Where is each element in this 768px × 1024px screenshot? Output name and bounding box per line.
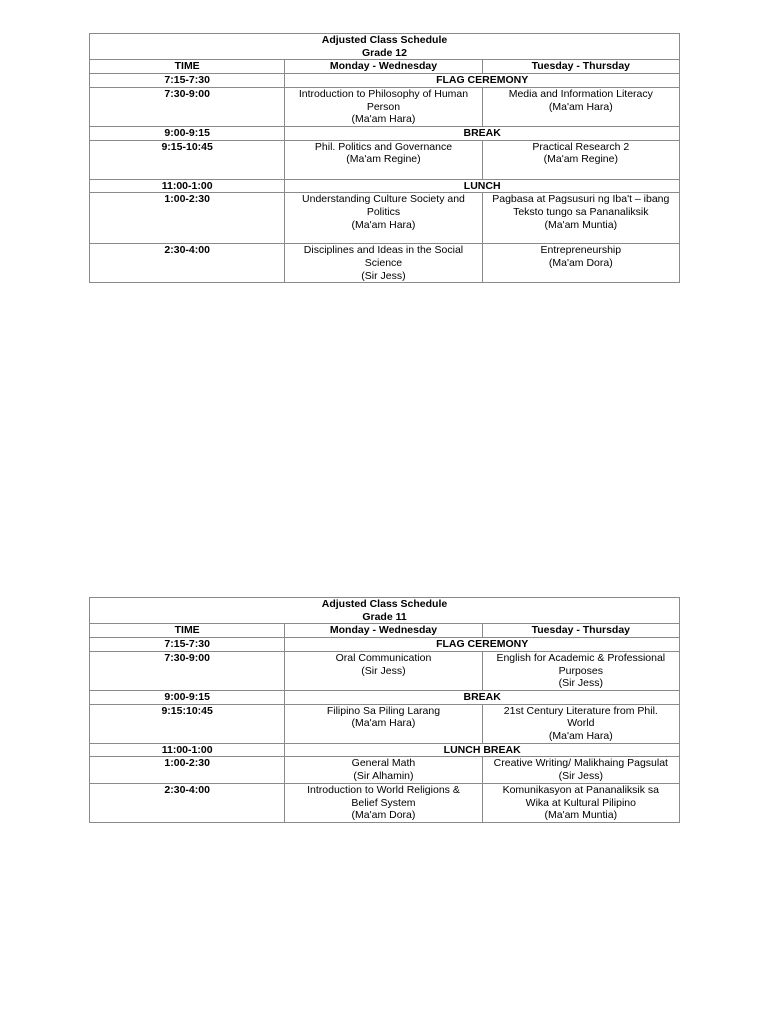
time-cell: 9:15:10:45 — [90, 704, 285, 743]
table-row — [90, 126, 680, 140]
table-row — [90, 783, 680, 822]
lunch-cell: LUNCH — [285, 179, 680, 193]
time-cell: 11:00-1:00 — [90, 743, 285, 757]
flag-ceremony-cell: FLAG CEREMONY — [285, 638, 680, 652]
time-cell: 9:15-10:45 — [90, 140, 285, 179]
time-cell: 7:15-7:30 — [90, 74, 285, 88]
time-cell: 9:00-9:15 — [90, 690, 285, 704]
schedule-caption — [90, 34, 680, 60]
table-row — [90, 704, 680, 743]
schedule-caption — [90, 598, 680, 624]
header-monday-wednesday: Monday - Wednesday — [285, 624, 482, 638]
time-cell: 2:30-4:00 — [90, 783, 285, 822]
header-time: TIME — [90, 60, 285, 74]
subject-cell-mw: Disciplines and Ideas in the Social Science (Sir Jess) — [285, 244, 482, 283]
flag-ceremony-cell: FLAG CEREMONY — [285, 74, 680, 88]
table-row — [90, 74, 680, 88]
subject-cell-tt: Komunikasyon at Pananaliksik sa Wika at Kultural Pilipino (Ma'am Muntia) — [482, 783, 679, 822]
table-row — [90, 179, 680, 193]
header-time: TIME — [90, 624, 285, 638]
schedule-table-grade-11 — [89, 597, 680, 823]
time-cell: 11:00-1:00 — [90, 179, 285, 193]
time-cell: 2:30-4:00 — [90, 244, 285, 283]
subject-cell-mw: Introduction to World Religions & Belief System (Ma'am Dora) — [285, 783, 482, 822]
subject-cell-mw: Introduction to Philosophy of Human Person (Ma'am Hara) — [285, 87, 482, 126]
header-tuesday-thursday: Tuesday - Thursday — [482, 624, 679, 638]
table-row — [90, 743, 680, 757]
time-cell: 9:00-9:15 — [90, 126, 285, 140]
time-cell: 7:15-7:30 — [90, 638, 285, 652]
lunch-break-cell: LUNCH BREAK — [285, 743, 680, 757]
table-row — [90, 638, 680, 652]
schedule-grade: Grade 11 — [362, 610, 407, 623]
table-row — [90, 87, 680, 126]
schedule-table-grade-12 — [89, 33, 680, 283]
schedule-grade: Grade 12 — [362, 46, 407, 59]
subject-cell-tt: Pagbasa at Pagsusuri ng Iba't – ibang Teksto tungo sa Pananaliksik (Ma'am Muntia) — [482, 193, 679, 244]
subject-cell-mw: General Math (Sir Alhamin) — [285, 757, 482, 783]
break-cell: BREAK — [285, 126, 680, 140]
table-row — [90, 651, 680, 690]
subject-cell-tt: 21st Century Literature from Phil. World (Ma'am Hara) — [482, 704, 679, 743]
time-cell: 7:30-9:00 — [90, 651, 285, 690]
table-row — [90, 140, 680, 179]
subject-cell-tt: Practical Research 2 (Ma'am Regine) — [482, 140, 679, 179]
break-cell: BREAK — [285, 690, 680, 704]
table-row — [90, 193, 680, 244]
subject-cell-mw: Oral Communication (Sir Jess) — [285, 651, 482, 690]
subject-cell-mw: Phil. Politics and Governance (Ma'am Regine) — [285, 140, 482, 179]
subject-cell-tt: Entrepreneurship (Ma'am Dora) — [482, 244, 679, 283]
table-row — [90, 244, 680, 283]
time-cell: 7:30-9:00 — [90, 87, 285, 126]
schedule-title: Adjusted Class Schedule — [321, 598, 448, 610]
table-row — [90, 690, 680, 704]
subject-cell-tt: Media and Information Literacy (Ma'am Hara) — [482, 87, 679, 126]
table-row — [90, 757, 680, 783]
time-cell: 1:00-2:30 — [90, 193, 285, 244]
subject-cell-mw: Understanding Culture Society and Politics (Ma'am Hara) — [285, 193, 482, 244]
schedule-title: Adjusted Class Schedule — [321, 34, 448, 46]
subject-cell-tt: Creative Writing/ Malikhaing Pagsulat (Sir Jess) — [482, 757, 679, 783]
subject-cell-mw: Filipino Sa Piling Larang (Ma'am Hara) — [285, 704, 482, 743]
time-cell: 1:00-2:30 — [90, 757, 285, 783]
subject-cell-tt: English for Academic & Professional Purposes (Sir Jess) — [482, 651, 679, 690]
header-tuesday-thursday: Tuesday - Thursday — [482, 60, 679, 74]
header-monday-wednesday: Monday - Wednesday — [285, 60, 482, 74]
